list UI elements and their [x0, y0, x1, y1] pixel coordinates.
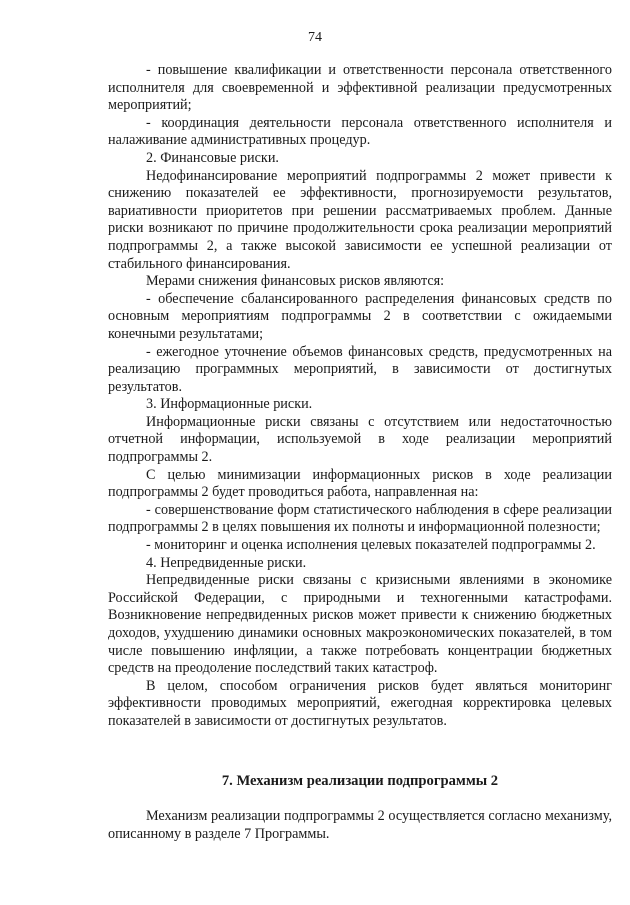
paragraph: С целью минимизации информационных рисков в ходе реализации подпрограммы 2 будет проводиться работа, направленная на: [108, 466, 612, 501]
paragraph: - ежегодное уточнение объемов финансовых средств, предусмотренных на реализацию программных мероприятий, в зависимости от достигнутых результатов. [108, 343, 612, 395]
paragraph: Непредвиденные риски связаны с кризисными явлениями в экономике Российской Федерации, с природными и техногенными катастрофами. Возникновение непредвиденных рисков может привести к снижению бюджетных доходов, ухудшению динамики основных макроэкономических показателей, в том числе повышению инфляции, а также потребовать концентрации бюджетных средств на преодоление последствий таких катастроф. [108, 572, 612, 677]
paragraph: В целом, способом ограничения рисков будет являться мониторинг эффективности проводимых мероприятий, ежегодная корректировка целевых показателей в зависимости от достигнутых результатов. [108, 677, 612, 729]
paragraph: Недофинансирование мероприятий подпрограммы 2 может привести к снижению показателей ее эффективности, прогнозируемости результатов, вариативности приоритетов при решении рассматриваемых проблем. Данные риски возникают по причине продолжительности срока реализации мероприятий подпрограммы 2, а также высокой зависимости ее успешной реализации от стабильного финансирования. [108, 167, 612, 272]
paragraph: - совершенствование форм статистического наблюдения в сфере реализации подпрограммы 2 в целях повышения их полноты и информационной полезности; [108, 501, 612, 536]
page-number: 74 [308, 30, 322, 45]
section-paragraph: Механизм реализации подпрограммы 2 осуществляется согласно механизму, описанному в разделе 7 Программы. [108, 808, 612, 842]
paragraph: - мониторинг и оценка исполнения целевых показателей подпрограммы 2. [146, 537, 596, 554]
paragraph: - координация деятельности персонала ответственного исполнителя и налаживание административных процедур. [108, 114, 612, 149]
heading-information-risks: 3. Информационные риски. [146, 396, 313, 413]
document-body [108, 62, 612, 843]
paragraph: - обеспечение сбалансированного распределения финансовых средств по основным мероприятиям подпрограммы 2 в соответствии с ожидаемыми конечными результатами; [108, 290, 612, 342]
heading-unforeseen-risks: 4. Непредвиденные риски. [146, 554, 307, 571]
paragraph: Информационные риски связаны с отсутствием или недостаточностью отчетной информации, используемой в ходе реализации мероприятий подпрограммы 2. [108, 413, 612, 466]
heading-financial-risks: 2. Финансовые риски. [146, 149, 279, 166]
paragraph: Мерами снижения финансовых рисков являются: [146, 273, 445, 290]
paragraph: - повышение квалификации и ответственности персонала ответственного исполнителя для своевременной и эффективной реализации предусмотренных мероприятий; [108, 62, 612, 114]
section-title: 7. Механизм реализации подпрограммы 2 [221, 772, 499, 789]
